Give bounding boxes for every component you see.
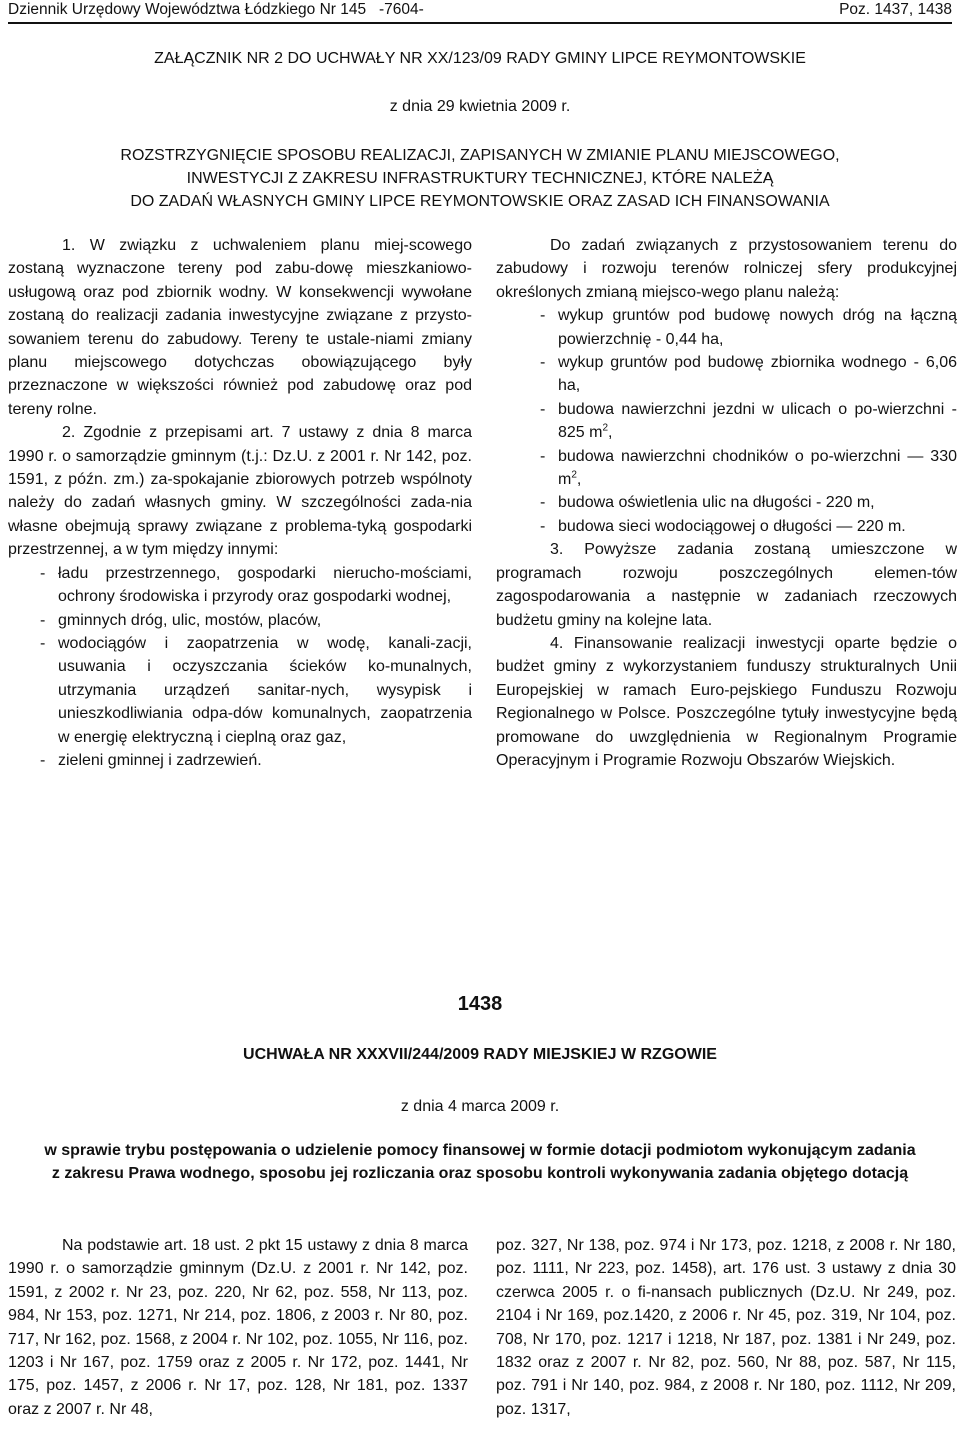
header-rule [8,22,952,24]
page-header [8,0,952,22]
paragraph-3: 3. Powyższe zadania zostaną umieszczone w programach rozwoju poszczególnych elemen-tów zagospodarowania a następnie w zadaniach rzeczowych budżetu gminy na kolejne lata. [496,541,957,629]
act-subject: w sprawie trybu postępowania o udzielenie pomocy finansowej w formie dotacji podmiotom wykonującym zadania z zakresu Prawa wodnego, sposobu jej rozliczania oraz sposobu kontroli wykonywania zadania objętego dotacją [44,1142,916,1182]
resolution-heading-line: ROZSTRZYGNIĘCIE SPOSOBU REALIZACJI, ZAPISANYCH W ZMIANIE PLANU MIEJSCOWEGO, [120,147,840,164]
position-number: Poz. 1437, 1438 [839,1,952,18]
journal-title: Dziennik Urzędowy Województwa Łódzkiego Nr 145 -7604- [8,1,424,18]
left-column [8,234,472,772]
annex-date: z dnia 29 kwietnia 2009 r. [389,98,571,115]
list-item: - ładu przestrzennego, gospodarki nierucho-mościami, ochrony środowiska i przyrody oraz gospodarki wodnej, [40,564,472,606]
superscript: 2 [602,422,609,434]
act-number: 1438 [457,993,503,1015]
paragraph-4: 4. Finansowanie realizacji inwestycji oparte będzie o budżet gminy z wykorzystaniem funduszy strukturalnych Unii Europejskiej w ramach Euro-pejskiego Funduszu Rozwoju Regionalnego w Polsce. Poszczególne tytuły inwestycyjne będą promowane do uwzględnienia w Regionalnym Programie Operacyjnym i Programie Rozwoju Obszarów Wiejskich. [496,634,957,769]
act-left-column [8,1234,468,1421]
list-item: - budowa sieci wodociągowej o długości — 220 m. [540,517,906,535]
paragraph-1: 1. W związku z uchwaleniem planu miej-scowego zostaną wyznaczone tereny pod zabu-dowę mieszkaniowo-usługową oraz pod zbiornik wodny. W konsekwencji wywołane zostaną do realizacji zadania inwestycyjne związane z przysto-sowaniem terenu do zabudowy. Tereny te ustale-niami zmiany planu miejscowego dotychczas obowiązującego były przeznaczone w większości również pod zabudowę oraz pod tereny rolne. [8,237,472,418]
legal-basis-paragraph: Na podstawie art. 18 ust. 2 pkt 15 ustawy z dnia 8 marca 1990 r. o samorządzie gminnym (Dz.U. z 2001 r. Nr 142, poz. 1591, z 2002 r. Nr 23, poz. 220, Nr 62, poz. 558, Nr 113, poz. 984, Nr 153, poz. 1271, Nr 214, poz. 1806, z 2003 r. Nr 80, poz. 717, Nr 162, poz. 1568, z 2004 r. Nr 102, poz. 1055, Nr 116, poz. 1203 i Nr 167, poz. 1759 oraz z 2005 r. Nr 172, poz. 1441, Nr 175, poz. 1457, z 2006 r. Nr 17, poz. 128, Nr 181, poz. 1337 oraz z 2007 r. Nr 48, [8,1237,468,1418]
resolution-heading-line: DO ZADAŃ WŁASNYCH GMINY LIPCE REYMONTOWSKIE ORAZ ZASAD ICH FINANSOWANIA [130,193,830,210]
resolution-heading [20,144,940,213]
annex-title: ZAŁĄCZNIK NR 2 DO UCHWAŁY NR XX/123/09 RADY GMINY LIPCE REYMONTOWSKIE [154,50,806,67]
list-item: - wodociągów i zaopatrzenia w wodę, kanali-zacji, usuwania i oczyszczania ścieków ko-munalnych, utrzymania urządzeń sanitar-nych, wysypisk i unieszkodliwiania odpa-dów komunalnych, zaopatrzenia w energię elektryczną i cieplną oraz gaz, [40,634,472,746]
list-item: - wykup gruntów pod budowę nowych dróg na łączną powierzchnię - 0,44 ha, [540,307,957,348]
resolution-heading-line: INWESTYCJI Z ZAKRESU INFRASTRUKTURY TECHNICZNEJ, KTÓRE NALEŻĄ [186,170,774,187]
right-column [496,234,957,772]
list-item: - budowa nawierzchni jezdni w ulicach o po-wierzchni - 825 $m^2$, [540,400,957,442]
act-title: UCHWAŁA NR XXXVII/244/2009 RADY MIEJSKIEJ W RZGOWIE [243,1046,717,1063]
act-right-column [496,1234,956,1421]
list-item: - budowa oświetlenia ulic na długości - 220 m, [540,494,875,512]
act-date: z dnia 4 marca 2009 r. [400,1098,560,1115]
list-item: - wykup gruntów pod budowę zbiornika wodnego - 6,06 ha, [540,354,957,395]
legal-basis-continuation: poz. 327, Nr 138, poz. 974 i Nr 173, poz. 1218, z 2008 r. Nr 180, poz. 1111, Nr 223, poz. 1458), art. 176 ust. 3 ustawy z dnia 30 czerwca 2005 r. o fi-nansach publicznych (Dz.U. Nr 249, poz. 2104 i Nr 169, poz.1420, z 2006 r. Nr 45, poz. 319, Nr 104, poz. 708, Nr 170, poz. 1217 i 1218, Nr 187, poz. 1381 i Nr 249, poz. 1832 oraz z 2007 r. Nr 82, poz. 560, Nr 88, poz. 587, Nr 115, poz. 791 i Nr 140, poz. 984, z 2008 r. Nr 180, poz. 1112, Nr 209, poz. 1317, [496,1237,956,1418]
list-item: - budowa nawierzchni chodników o po-wierzchni — 330 $m^2$, [540,447,957,489]
list-item: - zieleni gminnej i zadrzewień. [40,751,262,769]
superscript: 2 [571,469,577,481]
paragraph-intro: Do zadań związanych z przystosowaniem terenu do zabudowy i rozwoju terenów rolniczej sfery produkcyjnej określonych zmianą miejsco-wego planu należą: [496,237,957,301]
list-item: - gminnych dróg, ulic, mostów, placów, [40,611,322,629]
paragraph-2: 2. Zgodnie z przepisami art. 7 ustawy z dnia 8 marca 1990 r. o samorządzie gminnym (t.j.: Dz.U. z 2001 r. Nr 142, poz. 1591, z późn. zm.) za-spokajanie zbiorowych potrzeb wspólnoty należy do zadań własnych gminy. W szczególności zada-nia własne obejmują sprawy związane z problema-tyką gospodarki przestrzennej, a w tym między innymi: [8,424,472,559]
